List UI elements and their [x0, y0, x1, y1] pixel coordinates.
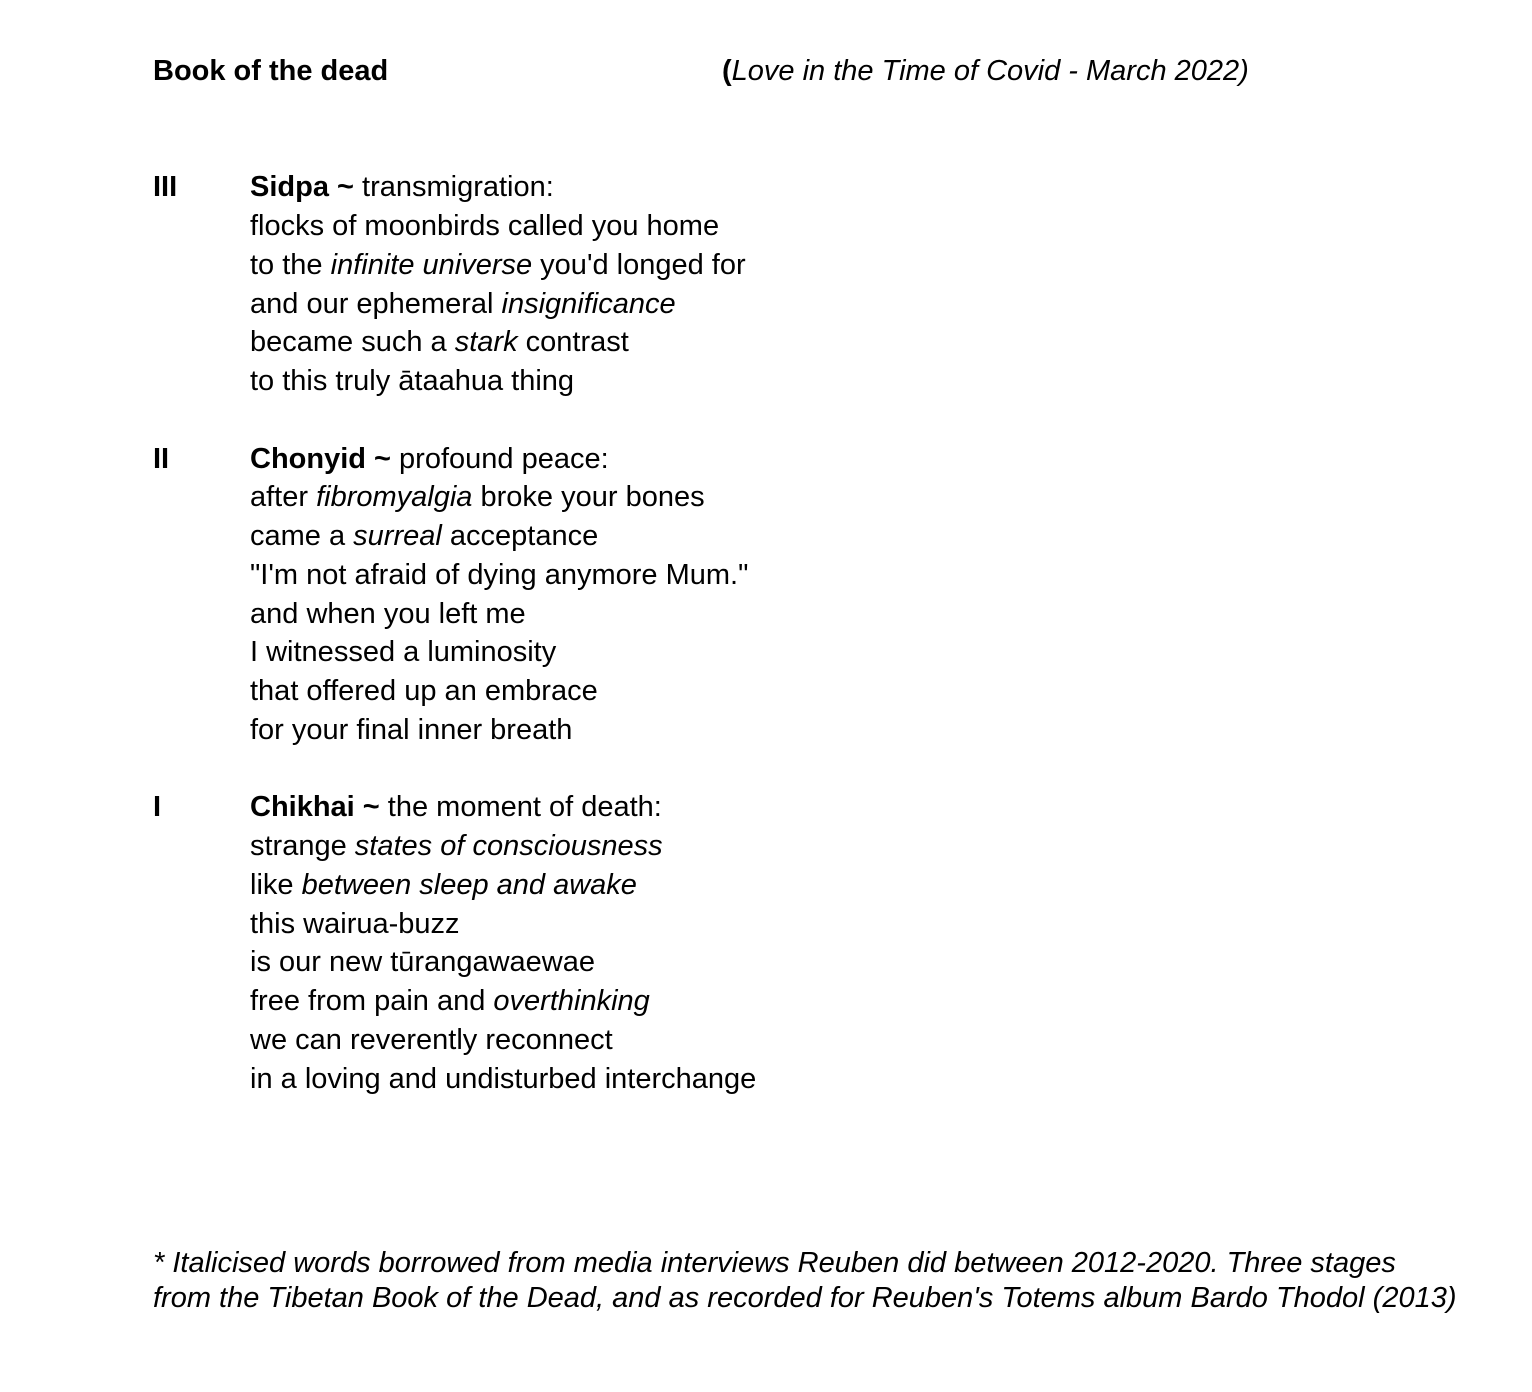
footnote-line-1: * Italicised words borrowed from media interviews Reuben did between 2012-2020. Three stages — [153, 1247, 1396, 1280]
poem-line — [250, 595, 1502, 634]
poem-line — [250, 905, 1502, 944]
text-segment: to the — [250, 248, 331, 281]
stanza-numeral: I — [153, 791, 162, 824]
poem-line — [250, 285, 1502, 324]
poem-line — [250, 207, 1502, 246]
stanza-lines — [250, 168, 1502, 401]
subtitle-italic-text: Love in the Time of Covid - March 2022) — [731, 55, 1249, 87]
footnote-line-2: from the Tibetan Book of the Dead, and as recorded for Reuben's Totems album Bardo Thodol (2013) — [153, 1282, 1457, 1315]
text-segment: "I'm not afraid of dying anymore Mum." — [250, 558, 749, 591]
text-segment: and when you left me — [250, 597, 526, 630]
poem-line — [250, 478, 1502, 517]
italic-segment: states of consciousness — [354, 830, 663, 862]
subtitle-open-paren: ( — [722, 55, 732, 87]
text-segment: for your final inner breath — [250, 713, 573, 746]
stanza-lines — [250, 788, 1502, 1098]
bardo-term: Chonyid ~ — [250, 442, 391, 475]
text-segment: I witnessed a luminosity — [250, 636, 557, 669]
italic-segment: surreal — [353, 520, 442, 552]
text-segment: is our new tūrangawaewae — [250, 946, 595, 979]
italic-segment: stark — [454, 326, 518, 359]
poem-line — [250, 168, 1502, 207]
text-segment: free from pain and — [250, 985, 494, 1017]
text-segment: profound peace: — [390, 442, 609, 475]
poem-line — [250, 246, 1502, 285]
poem-line — [250, 362, 1502, 401]
text-segment: strange — [250, 830, 355, 862]
text-segment: in a loving and undisturbed interchange — [250, 1062, 757, 1095]
stanza-numeral: II — [153, 442, 170, 475]
poem-line — [250, 1060, 1502, 1099]
poem-line — [250, 711, 1502, 750]
poem-line — [250, 1021, 1502, 1060]
text-segment: that offered up an embrace — [250, 675, 598, 707]
poem-line — [250, 788, 1502, 827]
stanza-II — [153, 440, 1502, 750]
poem-line — [250, 633, 1502, 672]
stanza-I — [153, 788, 1502, 1098]
poem-line — [250, 982, 1502, 1021]
poem-line — [250, 827, 1502, 866]
poem-body — [153, 168, 1502, 1098]
stanza-III — [153, 168, 1502, 401]
bardo-term: Chikhai ~ — [250, 791, 380, 824]
bardo-term: Sidpa ~ — [250, 171, 354, 204]
poem-subtitle — [722, 52, 1249, 91]
italic-segment: overthinking — [493, 985, 650, 1017]
text-segment: contrast — [517, 326, 629, 359]
text-segment: after — [250, 481, 317, 514]
text-segment: this wairua-buzz — [250, 907, 460, 940]
text-segment: the moment of death: — [379, 791, 662, 824]
text-segment: we can reverently reconnect — [250, 1023, 613, 1056]
text-segment: flocks of moonbirds called you home — [250, 210, 720, 242]
stanza-lines — [250, 440, 1502, 750]
poem-line — [250, 866, 1502, 905]
footnote — [153, 1246, 1502, 1316]
italic-segment: between sleep and awake — [301, 868, 637, 901]
text-segment: you'd longed for — [532, 248, 746, 281]
poem-line — [250, 672, 1502, 711]
poem-line — [250, 556, 1502, 595]
text-segment: broke your bones — [472, 481, 705, 514]
stanza-numeral: III — [153, 171, 178, 204]
italic-segment: infinite universe — [330, 248, 533, 281]
poem-line — [250, 323, 1502, 362]
text-segment: transmigration: — [353, 171, 554, 204]
text-segment: acceptance — [441, 520, 599, 552]
poem-title: Book of the dead — [153, 55, 389, 87]
poem-line — [250, 943, 1502, 982]
text-segment: like — [250, 868, 302, 901]
poem-line — [250, 440, 1502, 479]
italic-segment: fibromyalgia — [316, 481, 473, 514]
text-segment: came a — [250, 520, 354, 552]
text-segment: to this truly ātaahua thing — [250, 365, 575, 397]
italic-segment: insignificance — [501, 287, 676, 320]
poem-line — [250, 517, 1502, 556]
text-segment: became such a — [250, 326, 455, 359]
text-segment: and our ephemeral — [250, 287, 502, 320]
title-row — [153, 52, 1502, 91]
